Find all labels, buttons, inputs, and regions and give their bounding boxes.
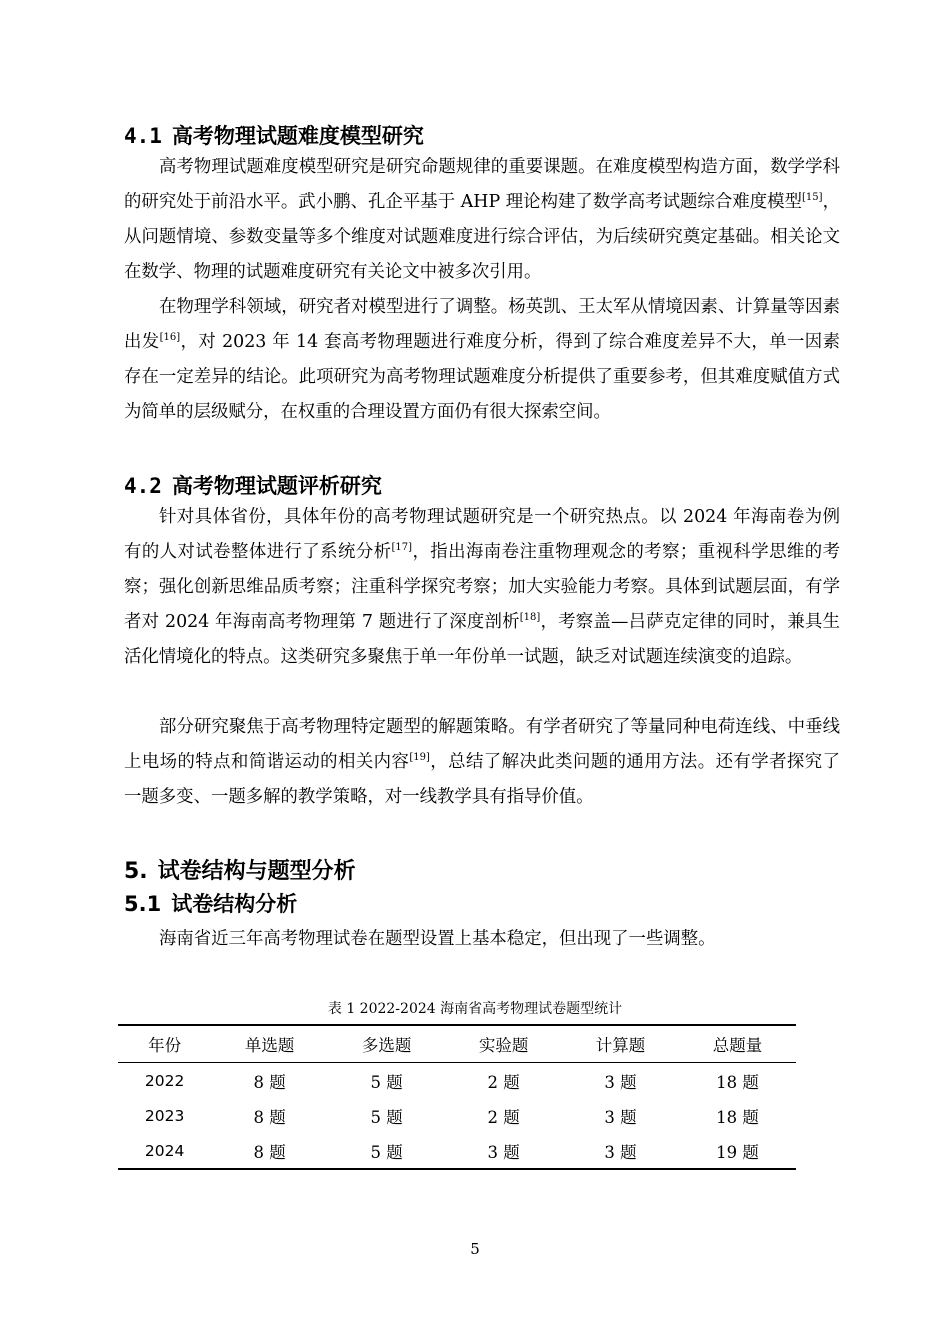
table-cell: 3 题 xyxy=(604,1107,637,1127)
page-number: 5 xyxy=(470,1240,480,1258)
table-cell: 3 题 xyxy=(487,1142,520,1162)
section-number: 4.1 xyxy=(124,124,162,148)
table-cell: 18 题 xyxy=(716,1072,759,1092)
section-number: 5.1 xyxy=(124,892,162,916)
table-cell: 19 题 xyxy=(716,1142,759,1162)
header-total: 总题量 xyxy=(712,1036,763,1055)
table-cell: 5 题 xyxy=(370,1107,403,1127)
table-row xyxy=(118,1133,796,1169)
table-row xyxy=(118,1098,796,1133)
table-cell: 18 题 xyxy=(716,1107,759,1127)
paragraph-text: ，总结了解决此类问题的通用方法。还有学者探究了一题多变、一题多解的教学策略，对一线教学具有指导价值。 xyxy=(124,752,840,807)
paragraph-text: 针对具体省份，具体年份的高考物理试题研究是一个研究热点。以 2024 年海南卷为例有的人对试卷整体进行了系统分析 xyxy=(124,507,840,562)
section-title: 高考物理试题评析研究 xyxy=(171,474,382,498)
table-caption: 表 1 2022-2024 海南省高考物理试卷题型统计 xyxy=(327,1001,623,1017)
table-header-row xyxy=(118,1025,796,1063)
table-cell: 2022 xyxy=(144,1071,185,1090)
section-title: 高考物理试题难度模型研究 xyxy=(171,124,424,148)
header-year: 年份 xyxy=(148,1036,182,1055)
table-cell: 5 题 xyxy=(370,1072,403,1092)
table-cell: 8 题 xyxy=(253,1142,286,1162)
paragraph-text: 部分研究聚焦于高考物理特定题型的解题策略。有学者研究了等量同种电荷连线、中垂线上电场的特点和简谐运动的相关内容 xyxy=(124,717,840,772)
paragraph-solving-strategy xyxy=(124,710,840,815)
section-number: 4.2 xyxy=(124,474,162,498)
section-heading-5 xyxy=(124,854,356,885)
table-row xyxy=(118,1063,796,1099)
paragraph-text: ，对 2023 年 14 套高考物理题进行难度分析，得到了综合难度差异不大，单一因素存在一定差异的结论。此项研究为高考物理试题难度分析提供了重要参考，但其难度赋值方式为简单的层级赋分，在权重的合理设置方面仍有很大探索空间。 xyxy=(124,332,840,422)
table-cell: 2023 xyxy=(144,1106,185,1125)
paragraph-text: 在物理学科领域，研究者对模型进行了调整。杨英凯、王太军从情境因素、计算量等因素出发 xyxy=(124,297,840,352)
table-cell: 2 题 xyxy=(487,1072,520,1092)
section-title: 试卷结构分析 xyxy=(171,892,298,916)
section-heading-4-2 xyxy=(124,470,382,500)
paragraph-text: ，指出海南卷注重物理观念的考察；重视科学思维的考察；强化创新思维品质考察；注重科学探究考察；加大实验能力考察。具体到试题层面，有学者对 2024 年海南高考物理第 7 题进行了深度剖析 xyxy=(124,542,840,632)
section-heading-5-1 xyxy=(124,888,297,918)
table-cell: 3 题 xyxy=(604,1072,637,1092)
paragraph-evaluation-research xyxy=(124,500,840,675)
citation-15[interactable]: [15] xyxy=(802,192,823,203)
table-cell: 5 题 xyxy=(370,1142,403,1162)
paragraph-physics-model xyxy=(124,290,840,430)
citation-17[interactable]: [17] xyxy=(391,542,413,553)
section-number: 5. xyxy=(124,859,148,884)
section-title: 试卷结构与题型分析 xyxy=(157,859,356,884)
table-cell: 2024 xyxy=(144,1141,185,1160)
paragraph-text: ，从问题情境、参数变量等多个维度对试题难度进行综合评估，为后续研究奠定基础。相关论文在数学、物理的试题难度研究有关论文中被多次引用。 xyxy=(124,192,840,282)
header-experiment: 实验题 xyxy=(478,1036,529,1055)
section-heading-4-1 xyxy=(124,120,424,150)
table-cell: 8 题 xyxy=(253,1107,286,1127)
citation-19[interactable]: [19] xyxy=(409,752,430,763)
paragraph-difficulty-model xyxy=(124,150,840,290)
paragraph-text: 高考物理试题难度模型研究是研究命题规律的重要课题。在难度模型构造方面，数学学科的研究处于前沿水平。武小鹏、孔企平基于 AHP 理论构建了数学高考试题综合难度模型 xyxy=(124,157,840,212)
citation-16[interactable]: [16] xyxy=(159,332,181,343)
question-type-table xyxy=(118,1024,796,1170)
table-cell: 2 题 xyxy=(487,1107,520,1127)
paragraph-text: ，考察盖—吕萨克定律的同时，兼具生活化情境化的特点。这类研究多聚焦于单一年份单一试题，缺乏对试题连续演变的追踪。 xyxy=(124,612,840,667)
paragraph-structure-intro: 海南省近三年高考物理试卷在题型设置上基本稳定，但出现了一些调整。 xyxy=(159,929,716,949)
table-cell: 8 题 xyxy=(253,1072,286,1092)
table-cell: 3 题 xyxy=(604,1142,637,1162)
citation-18[interactable]: [18] xyxy=(519,612,541,623)
header-single-choice: 单选题 xyxy=(244,1036,295,1055)
header-multiple-choice: 多选题 xyxy=(361,1036,412,1055)
header-calculation: 计算题 xyxy=(595,1036,646,1055)
